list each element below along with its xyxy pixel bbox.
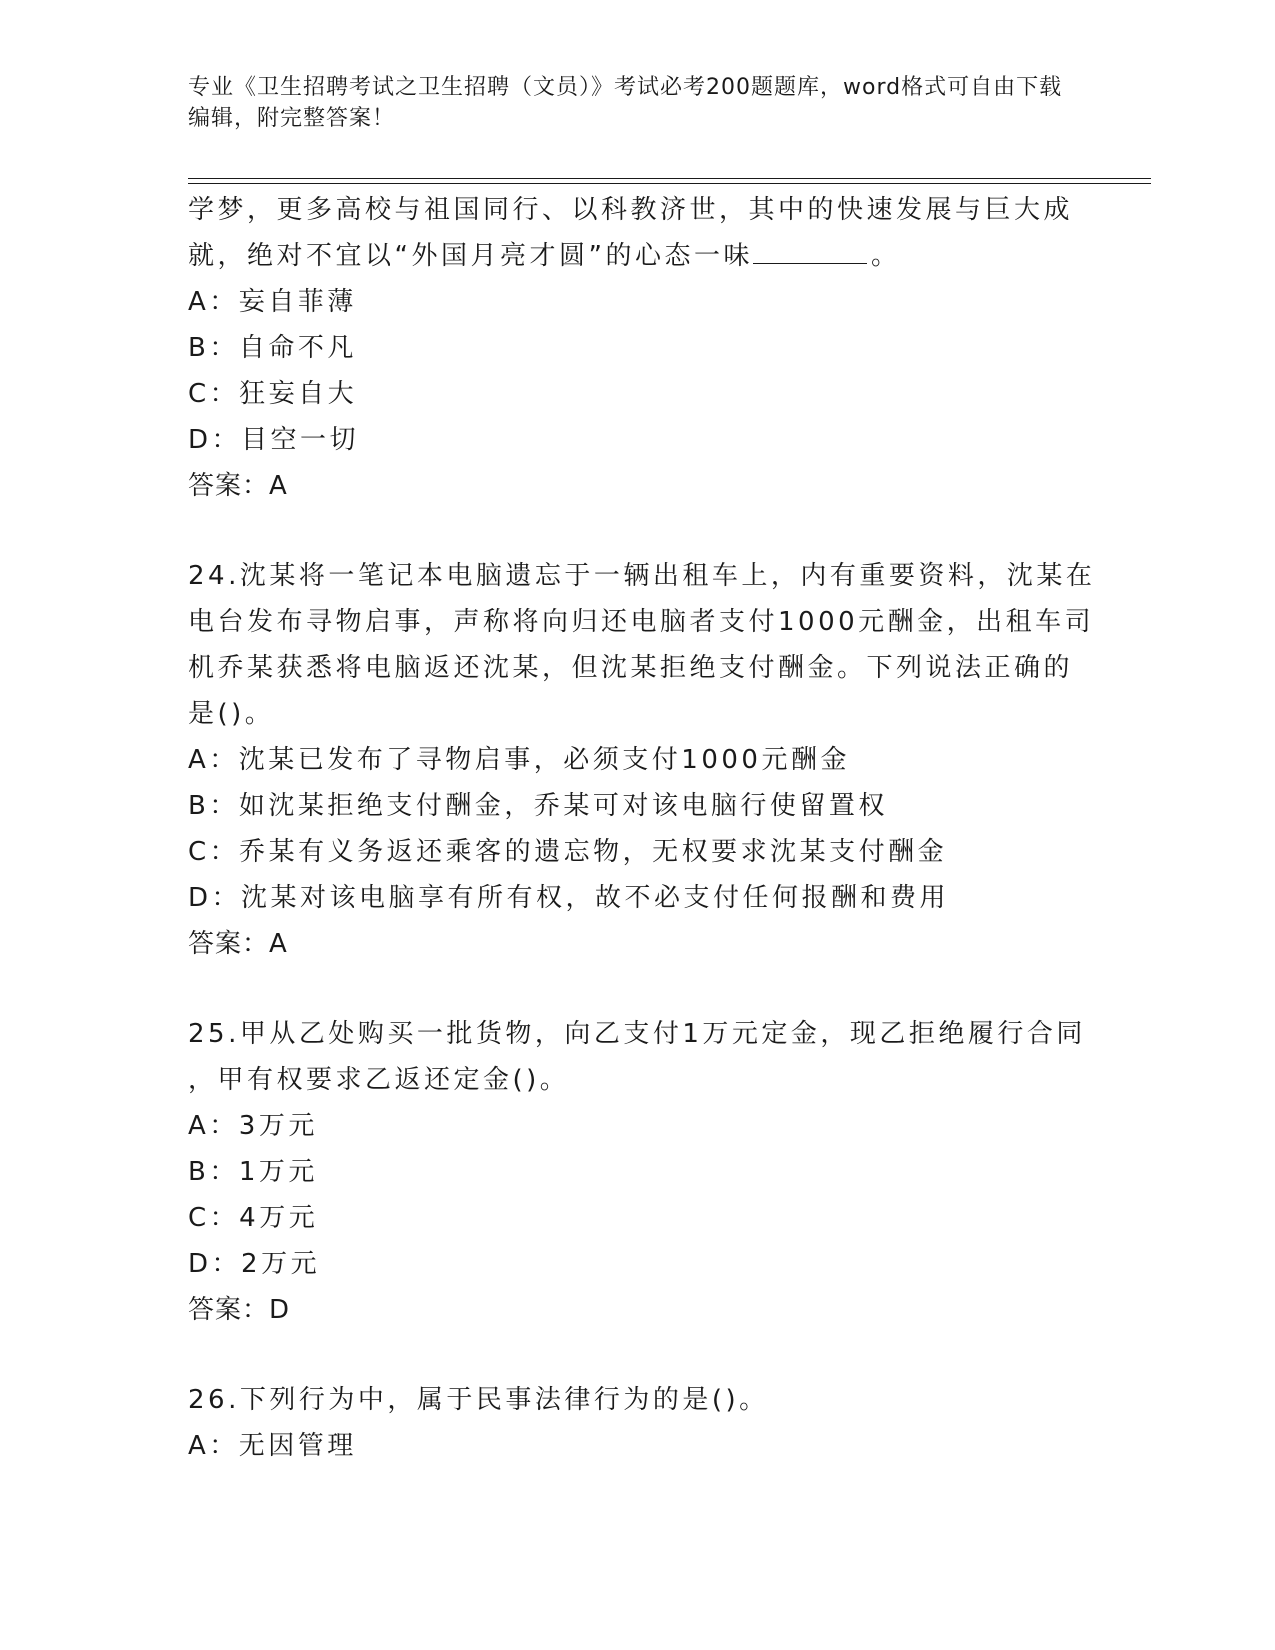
answer-line: 答案：A bbox=[188, 471, 288, 501]
question-stem-line: 学梦，更多高校与祖国同行、以科教济世，其中的快速发展与巨大成 bbox=[188, 195, 1074, 225]
option-a: A：妄自菲薄 bbox=[188, 287, 357, 317]
question-stem-line: 机乔某获悉将电脑返还沈某，但沈某拒绝支付酬金。下列说法正确的 bbox=[188, 653, 1074, 683]
option-a: A：无因管理 bbox=[188, 1431, 357, 1461]
option-b: B：自命不凡 bbox=[188, 333, 357, 363]
question-stem-text: 就，绝对不宜以“外国月亮才圆”的心态一味 bbox=[188, 241, 753, 271]
option-d: D：目空一切 bbox=[188, 425, 360, 455]
question-stem-line: 24.沈某将一笔记本电脑遗忘于一辆出租车上，内有重要资料，沈某在 bbox=[188, 561, 1096, 591]
option-d: D：2万元 bbox=[188, 1249, 321, 1279]
option-c: C：狂妄自大 bbox=[188, 379, 358, 409]
answer-line: 答案：A bbox=[188, 929, 288, 959]
option-b: B：1万元 bbox=[188, 1157, 318, 1187]
question-spacer bbox=[188, 509, 1088, 553]
question-list bbox=[188, 187, 1096, 1469]
question-23 bbox=[188, 187, 1088, 509]
question-spacer bbox=[188, 1333, 1088, 1377]
question-stem-line: 25.甲从乙处购买一批货物，向乙支付1万元定金，现乙拒绝履行合同 bbox=[188, 1019, 1086, 1049]
header-divider-top bbox=[188, 178, 1151, 179]
question-stem-tail: 。 bbox=[870, 241, 901, 271]
answer-line: 答案：D bbox=[188, 1295, 291, 1325]
question-stem-line: 电台发布寻物启事，声称将向归还电脑者支付1000元酬金，出租车司 bbox=[188, 607, 1095, 637]
question-stem-line: 是()。 bbox=[188, 699, 275, 729]
option-b: B：如沈某拒绝支付酬金，乔某可对该电脑行使留置权 bbox=[188, 791, 888, 821]
option-a: A：沈某已发布了寻物启事，必须支付1000元酬金 bbox=[188, 745, 850, 775]
question-spacer bbox=[188, 967, 1088, 1011]
header-divider-bottom bbox=[188, 183, 1151, 184]
fill-in-blank bbox=[753, 237, 867, 264]
option-d: D：沈某对该电脑享有所有权，故不必支付任何报酬和费用 bbox=[188, 883, 950, 913]
question-26 bbox=[188, 1377, 1088, 1469]
question-25 bbox=[188, 1011, 1088, 1333]
document-header: 专业《卫生招聘考试之卫生招聘（文员）》考试必考200题题库，word格式可自由下载编辑，附完整答案！ bbox=[188, 75, 1063, 131]
option-a: A：3万元 bbox=[188, 1111, 318, 1141]
question-stem-line: 26.下列行为中，属于民事法律行为的是()。 bbox=[188, 1385, 769, 1415]
question-stem-line: ，甲有权要求乙返还定金()。 bbox=[188, 1065, 570, 1095]
question-24 bbox=[188, 553, 1096, 967]
question-stem-line-with-blank bbox=[188, 233, 1088, 279]
option-c: C：乔某有义务返还乘客的遗忘物，无权要求沈某支付酬金 bbox=[188, 837, 948, 867]
option-c: C：4万元 bbox=[188, 1203, 319, 1233]
